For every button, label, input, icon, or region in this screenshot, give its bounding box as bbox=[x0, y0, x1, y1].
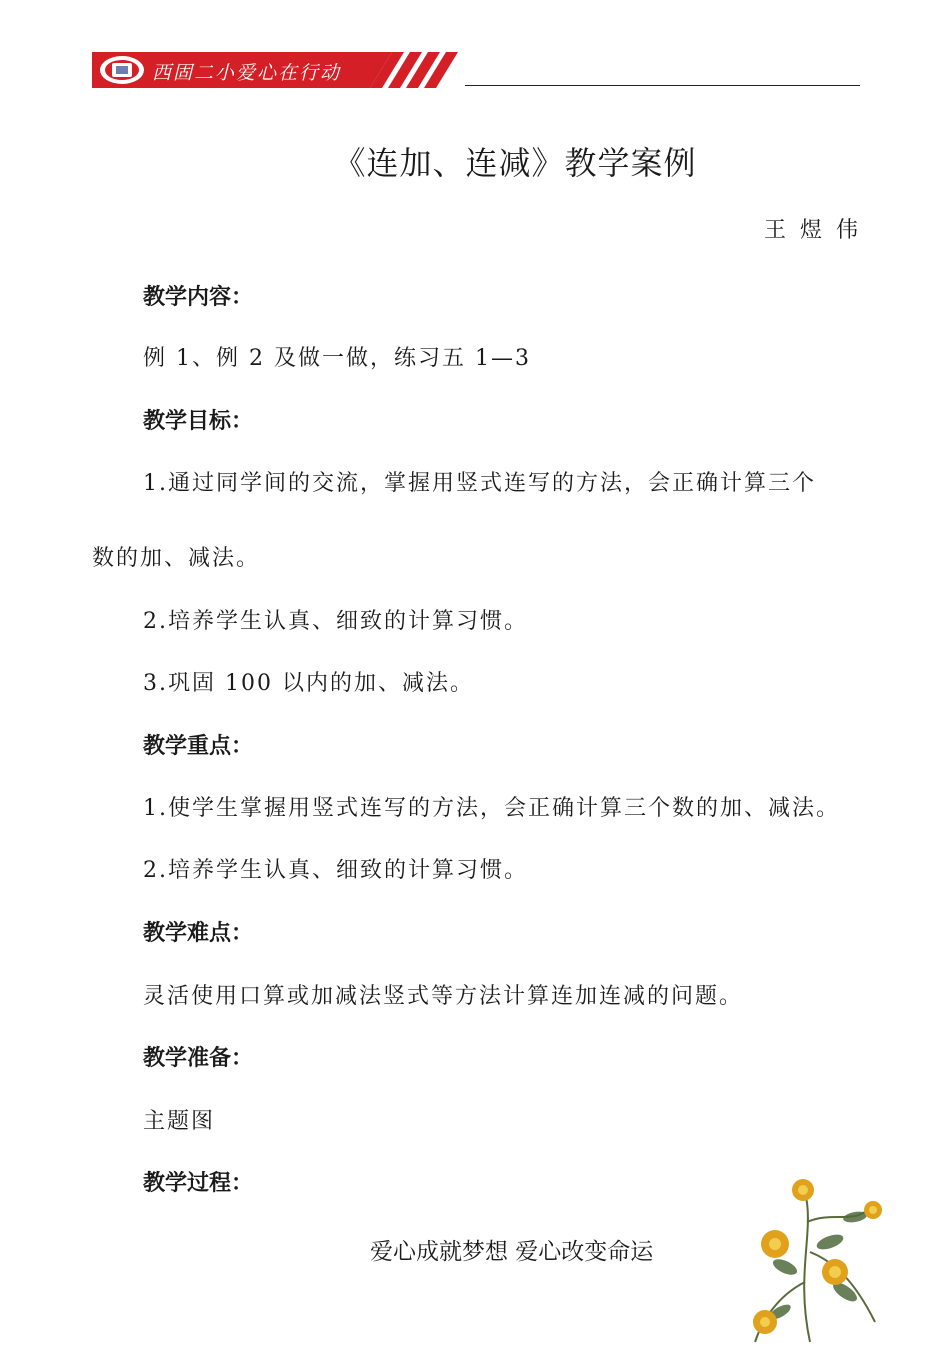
chrysanthemum-icon bbox=[735, 1172, 905, 1344]
section-heading-objectives: 教学目标： bbox=[143, 409, 254, 434]
paragraph: 1.通过同学间的交流，掌握用竖式连写的方法，会正确计算三个 bbox=[143, 471, 816, 496]
paragraph: 1.使学生掌握用竖式连写的方法，会正确计算三个数的加、减法。 bbox=[143, 796, 840, 821]
paragraph: 数的加、减法。 bbox=[92, 546, 261, 571]
author-name: 王煜伟 bbox=[763, 218, 872, 243]
section-heading-process: 教学过程： bbox=[143, 1171, 254, 1196]
paragraph: 2.培养学生认真、细致的计算习惯。 bbox=[143, 858, 528, 883]
banner-text: 西固二小爱心在行动 bbox=[152, 62, 342, 84]
section-heading-difficulties: 教学难点： bbox=[143, 921, 254, 946]
paragraph: 例 1、例 2 及做一做，练习五 1—3 bbox=[143, 346, 531, 371]
paragraph: 2.培养学生认真、细致的计算习惯。 bbox=[143, 609, 528, 634]
paragraph: 3.巩固 100 以内的加、减法。 bbox=[143, 671, 474, 696]
paragraph: 灵活使用口算或加减法竖式等方法计算连加连减的问题。 bbox=[143, 984, 744, 1009]
section-heading-preparation: 教学准备： bbox=[143, 1046, 254, 1071]
section-heading-content: 教学内容： bbox=[143, 285, 254, 310]
footer-slogan: 爱心成就梦想 爱心改变命运 bbox=[370, 1239, 654, 1265]
paragraph: 主题图 bbox=[143, 1109, 216, 1134]
document-title: 《连加、连减》教学案例 bbox=[333, 144, 697, 182]
section-heading-key-points: 教学重点： bbox=[143, 734, 254, 759]
school-logo-icon bbox=[100, 56, 144, 84]
header-rule bbox=[465, 85, 860, 86]
header-banner bbox=[92, 52, 462, 88]
